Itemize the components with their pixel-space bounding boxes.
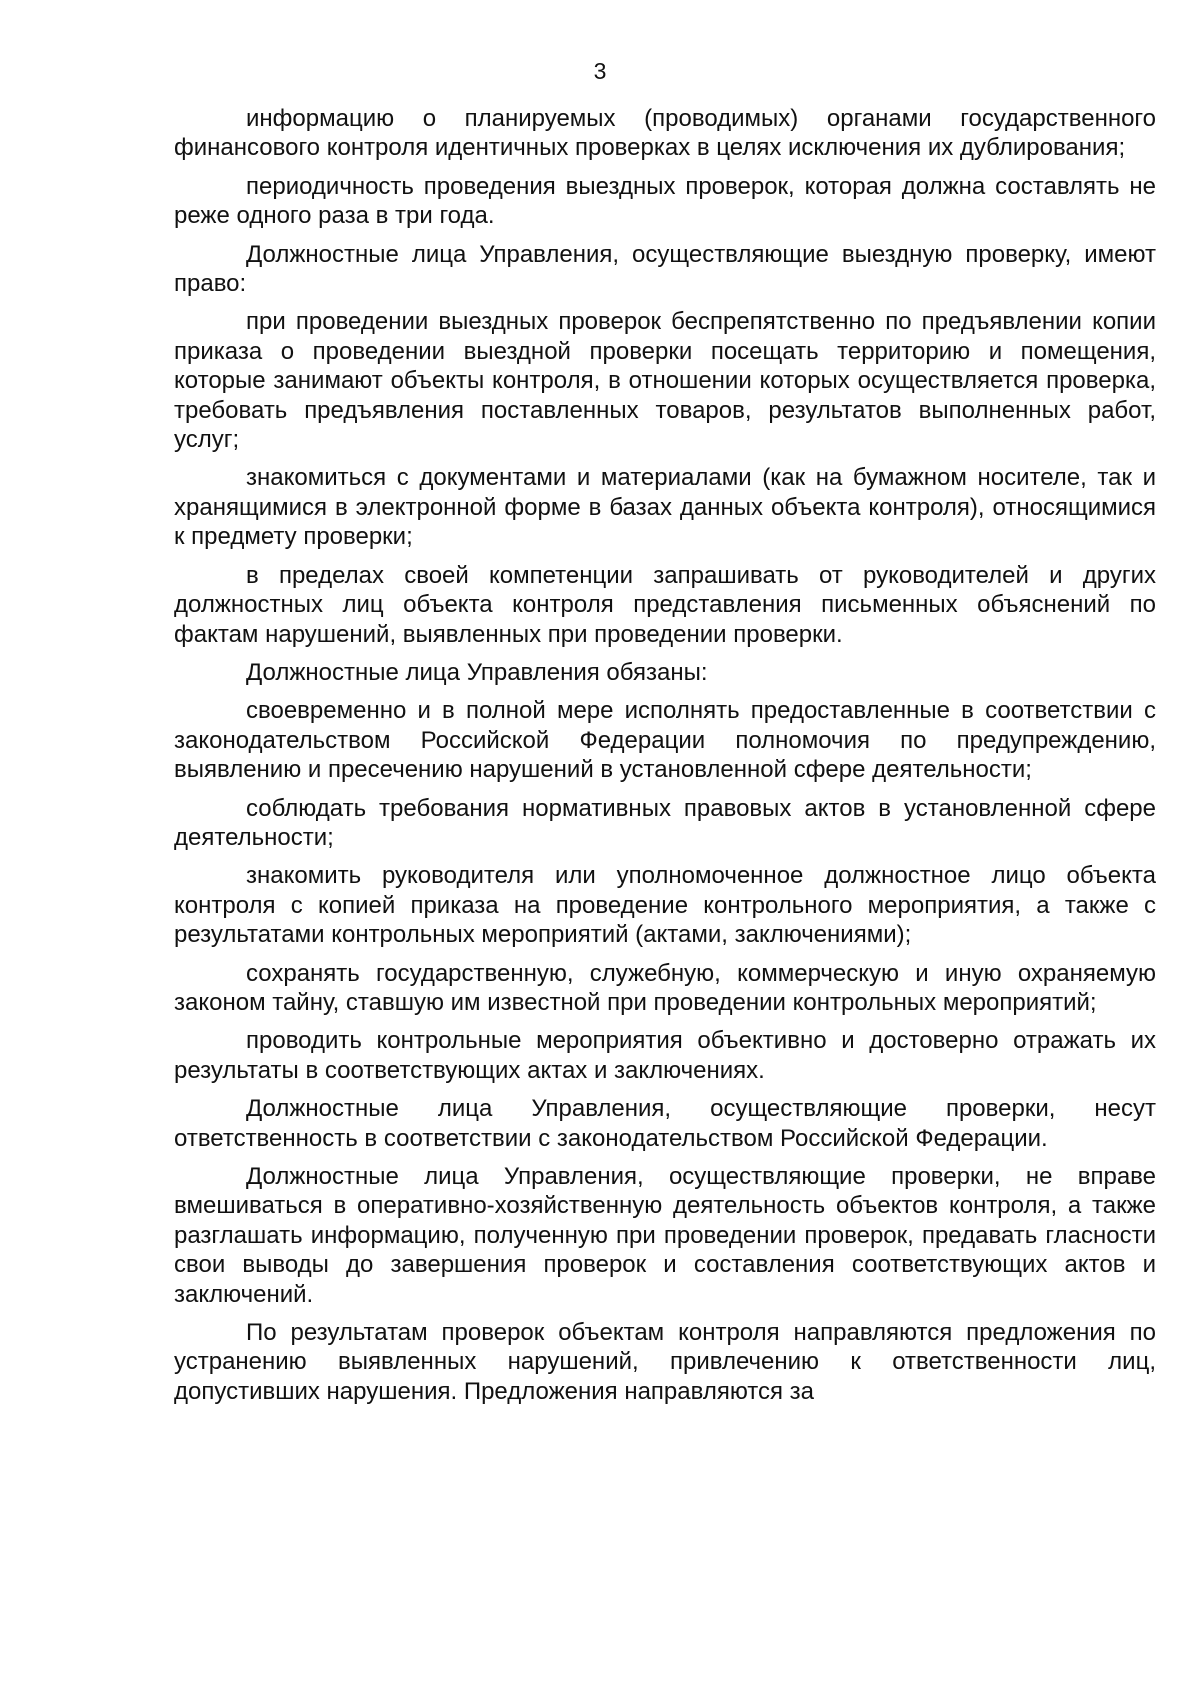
- paragraph: соблюдать требования нормативных правовых актов в установленной сфере деятельности;: [174, 794, 1156, 851]
- paragraph: своевременно и в полной мере исполнять предоставленные в соответствии с законодательством Российской Федерации полномочия по предупреждению, выявлению и пресечению нарушений в установленной сфере деятельности;: [174, 697, 1156, 784]
- paragraph: Должностные лица Управления, осуществляющие выездную проверку, имеют право:: [174, 240, 1156, 298]
- page-number: 3: [593, 58, 607, 84]
- paragraph: знакомиться с документами и материалами (как на бумажном носителе, так и хранящимися в электронной форме в базах данных объекта контроля), относящимися к предмету проверки;: [174, 464, 1156, 551]
- paragraph: Должностные лица Управления, осуществляющие проверки, не вправе вмешиваться в оперативно-хозяйственную деятельность объектов контроля, а также разглашать информацию, полученную при проведении проверок, предавать гласности свои выводы до завершения проверок и составления соответствующих актов и заключений.: [174, 1163, 1156, 1308]
- document-body: [174, 104, 1156, 1415]
- paragraph: в пределах своей компетенции запрашивать от руководителей и других должностных лиц объекта контроля представления письменных объяснений по фактам нарушений, выявленных при проведении проверки.: [174, 561, 1156, 648]
- paragraph: проводить контрольные мероприятия объективно и достоверно отражать их результаты в соответствующих актах и заключениях.: [174, 1027, 1156, 1084]
- paragraph: По результатам проверок объектам контроля направляются предложения по устранению выявленных нарушений, привлечению к ответственности лиц, допустивших нарушения. Предложения направляются за: [174, 1319, 1156, 1405]
- paragraph: при проведении выездных проверок беспрепятственно по предъявлении копии приказа о проведении выездной проверки посещать территорию и помещения, которые занимают объекты контроля, в отношении которых осуществляется проверка, требовать предъявления поставленных товаров, результатов выполненных работ, услуг;: [174, 308, 1156, 454]
- paragraph: Должностные лица Управления обязаны:: [246, 658, 708, 686]
- paragraph: информацию о планируемых (проводимых) органами государственного финансового контроля идентичных проверках в целях исключения их дублирования;: [174, 105, 1156, 162]
- paragraph: периодичность проведения выездных проверок, которая должна составлять не реже одного раза в три года.: [174, 172, 1156, 230]
- paragraph: Должностные лица Управления, осуществляющие проверки, несут ответственность в соответствии с законодательством Российской Федерации.: [174, 1095, 1156, 1152]
- paragraph: знакомить руководителя или уполномоченное должностное лицо объекта контроля с копией приказа на проведение контрольного мероприятия, а также с результатами контрольных мероприятий (актами, заключениями);: [174, 862, 1156, 949]
- paragraph: сохранять государственную, служебную, коммерческую и иную охраняемую законом тайну, ставшую им известной при проведении контрольных мероприятий;: [174, 959, 1156, 1016]
